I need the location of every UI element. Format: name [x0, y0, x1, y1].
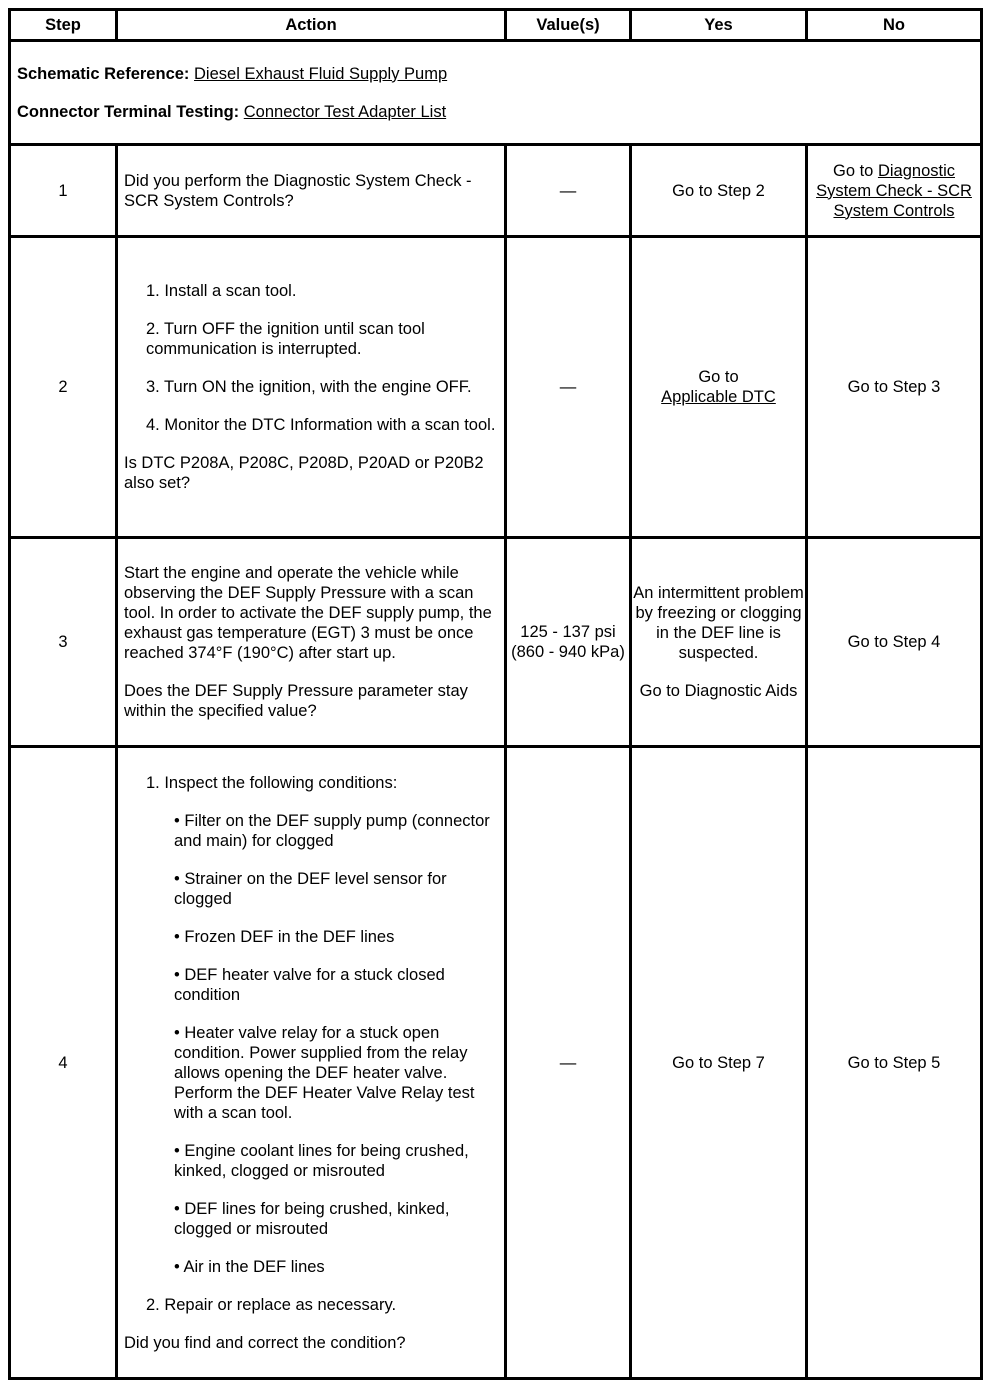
schematic-reference-label: Schematic Reference: [17, 64, 190, 83]
step-value: — [506, 145, 631, 237]
header-no: No [807, 10, 982, 41]
header-step: Step [10, 10, 117, 41]
step-action [117, 747, 506, 1379]
step-yes-prefix: Go to [698, 368, 739, 386]
step-value: — [506, 747, 631, 1379]
diagnostic-table [8, 8, 983, 1380]
reference-cell [10, 41, 982, 145]
schematic-reference [17, 64, 974, 84]
list-item: 1. Inspect the following conditions: [146, 773, 398, 792]
bullet-item: • Filter on the DEF supply pump (connector and main) for clogged [174, 811, 490, 850]
table-row [10, 747, 982, 1379]
bullet-item: • Frozen DEF in the DEF lines [174, 927, 395, 946]
diagnostic-system-check-link[interactable]: Diagnostic System Check - SCR System Controls [816, 161, 972, 220]
list-item: 3. Turn ON the ignition, with the engine OFF. [146, 378, 472, 396]
bullet-item: • Heater valve relay for a stuck open condition. Power supplied from the relay allows opening the DEF heater valve. Perform the DEF Heater Valve Relay test with a scan tool. [174, 1023, 475, 1122]
step-action [117, 237, 506, 538]
table-row [10, 538, 982, 747]
connector-test-adapter-link[interactable]: Connector Test Adapter List [243, 102, 447, 121]
header-row [10, 10, 982, 41]
list-item: 1. Install a scan tool. [146, 282, 297, 300]
table-row [10, 237, 982, 538]
step-no: Go to Step 5 [807, 747, 982, 1379]
bullet-item: • Air in the DEF lines [174, 1257, 325, 1276]
step-no-prefix: Go to [833, 161, 878, 180]
header-values: Value(s) [506, 10, 631, 41]
step-question: Did you find and correct the condition? [124, 1333, 406, 1352]
step-question: Is DTC P208A, P208C, P208D, P20AD or P20B2 also set? [124, 454, 484, 492]
applicable-dtc-link[interactable]: Applicable DTC [661, 388, 776, 406]
connector-testing-label: Connector Terminal Testing: [17, 102, 240, 121]
reference-row [10, 41, 982, 145]
list-item: 2. Repair or replace as necessary. [146, 1295, 397, 1314]
step-yes [631, 237, 807, 538]
list-item: 2. Turn OFF the ignition until scan tool communication is interrupted. [146, 320, 425, 358]
step-number: 4 [10, 747, 117, 1379]
step-no: Go to Step 3 [807, 237, 982, 538]
step-instruction: Start the engine and operate the vehicle while observing the DEF Supply Pressure with a scan tool. In order to activate the DEF supply pump, the exhaust gas temperature (EGT) 3 must be once reached 374°F (190°C) after start up. [124, 564, 492, 662]
step-yes-goto: Go to Diagnostic Aids [639, 682, 798, 700]
header-action: Action [117, 10, 506, 41]
table-row [10, 145, 982, 237]
step-yes: Go to Step 7 [631, 747, 807, 1379]
step-yes [631, 538, 807, 747]
connector-terminal-testing [17, 102, 974, 122]
step-yes: Go to Step 2 [631, 145, 807, 237]
header-yes: Yes [631, 10, 807, 41]
step-number: 3 [10, 538, 117, 747]
bullet-item: • DEF lines for being crushed, kinked, clogged or misrouted [174, 1199, 450, 1238]
step-no [807, 145, 982, 237]
step-yes-text: An intermittent problem by freezing or clogging in the DEF line is suspected. [633, 584, 804, 662]
bullet-item: • Engine coolant lines for being crushed, kinked, clogged or misrouted [174, 1141, 469, 1180]
step-value: 125 - 137 psi (860 - 940 kPa) [506, 538, 631, 747]
step-value: — [506, 237, 631, 538]
bullet-item: • Strainer on the DEF level sensor for clogged [174, 869, 447, 908]
bullet-item: • DEF heater valve for a stuck closed condition [174, 965, 445, 1004]
step-number: 1 [10, 145, 117, 237]
step-action [117, 538, 506, 747]
step-number: 2 [10, 237, 117, 538]
step-action: Did you perform the Diagnostic System Check - SCR System Controls? [117, 145, 506, 237]
step-no: Go to Step 4 [807, 538, 982, 747]
step-question: Does the DEF Supply Pressure parameter stay within the specified value? [124, 682, 468, 720]
schematic-reference-link[interactable]: Diesel Exhaust Fluid Supply Pump [194, 64, 448, 83]
list-item: 4. Monitor the DTC Information with a scan tool. [146, 416, 496, 434]
